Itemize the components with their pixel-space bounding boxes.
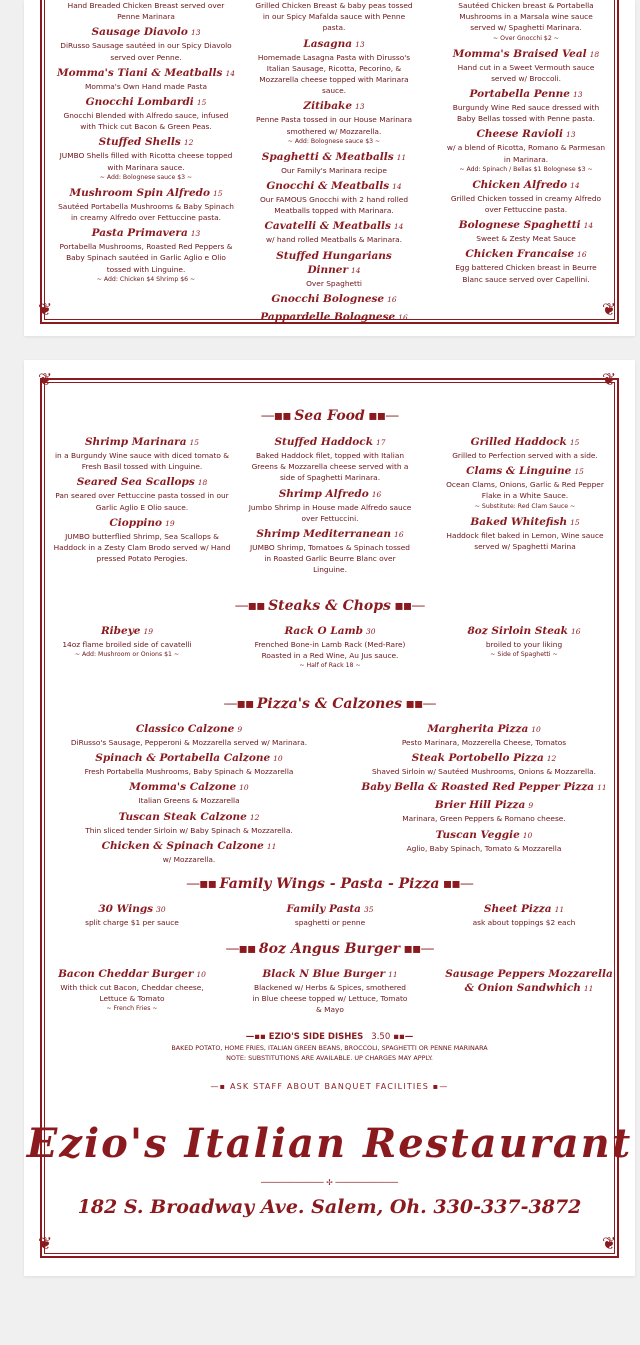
- menu-item-name: [354, 722, 614, 737]
- menu-item: [254, 310, 414, 325]
- menu-item: [354, 828, 614, 854]
- menu-column-middle: [254, 0, 414, 325]
- menu-item-price: 10: [273, 754, 283, 764]
- menu-item-description: Hand Breaded Chicken Breast served over Penne Marinara: [67, 1, 225, 22]
- menu-item-description: Jumbo Shrimp in House made Alfredo sauce over Fettuccini.: [248, 502, 412, 523]
- fleur-ornament-icon: ❦: [38, 1234, 53, 1254]
- menu-item-price: 18: [197, 478, 208, 488]
- menu-item-price: 12: [183, 138, 194, 148]
- steaks-column-middle: [250, 621, 410, 671]
- menu-item-name: [446, 178, 606, 193]
- sides-list: BAKED POTATO, HOME FRIES, ITALIAN GREEN BEANS, BROCCOLI, SPAGHETTI OR PENNE MARINARA: [171, 1044, 488, 1052]
- menu-item-title: Portabella Penne: [469, 88, 570, 101]
- menu-item-title: Mushroom Spin Alfredo: [69, 186, 210, 199]
- menu-item-name: [248, 487, 412, 502]
- menu-item: [354, 798, 614, 824]
- menu-item: [56, 186, 236, 223]
- burgers-column-right: [444, 964, 614, 996]
- menu-item: [56, 66, 236, 92]
- menu-item: [52, 902, 212, 928]
- menu-item-price: 11: [554, 905, 565, 914]
- menu-item-addon: ~ Add: Spinach / Bellas $1 Bolognese $3 ~: [459, 165, 593, 173]
- menu-item-name: [354, 828, 614, 843]
- menu-item-price: 13: [355, 39, 365, 49]
- menu-item-price: 14: [570, 180, 580, 190]
- menu-item-price: 13: [190, 229, 201, 239]
- menu-item-description: Sautéed Portabella Mushrooms & Baby Spinach in creamy Alfredo over Fettuccine pasta.: [58, 201, 234, 223]
- menu-item-name: [250, 902, 410, 917]
- menu-item-name: [254, 179, 414, 194]
- menu-item-price: 16: [394, 530, 404, 540]
- menu-item-name: [54, 780, 324, 795]
- menu-item-title: Sausage Diavolo: [91, 26, 188, 39]
- menu-item-description: Frenched Bone-in Lamb Rack (Med-Rare) Roasted in a Red Wine, Au Jus sauce.: [254, 640, 406, 661]
- menu-item-description: Baked Haddock filet, topped with Italian Greens & Mozzarella cheese served with a side of Spaghetti Marinara.: [251, 451, 409, 483]
- menu-item-price: 12: [546, 754, 557, 764]
- menu-item-description: Aglio, Baby Spinach, Tomato & Mozzarella: [406, 843, 562, 853]
- menu-item: [52, 475, 232, 512]
- pizzas-column-right: [354, 719, 614, 854]
- menu-item-addon: ~ Half of Rack 18 ~: [299, 662, 361, 670]
- menu-item-name: [354, 798, 614, 813]
- menu-item-price: 16: [387, 294, 397, 304]
- menu-item-price: 11: [388, 970, 398, 979]
- menu-item-price: 30: [366, 627, 376, 636]
- menu-item-name: [446, 127, 606, 142]
- menu-item: [446, 47, 606, 84]
- seafood-column-left: [52, 432, 232, 564]
- menu-item: [444, 902, 604, 928]
- seafood-column-right: [440, 432, 610, 552]
- menu-item-title: Gnocchi Bolognese: [271, 292, 385, 305]
- menu-item-description: Shaved Sirloin w/ Sautéed Mushrooms, Onions & Mozzarella.: [371, 767, 597, 777]
- menu-item-description: w/ Mozzarella.: [162, 854, 216, 864]
- section-title-burgers: —▪▪ 8oz Angus Burger ▪▪—: [225, 941, 434, 957]
- menu-item-name: [454, 624, 594, 639]
- menu-item-name: [446, 87, 606, 102]
- menu-item-price: 17: [375, 438, 386, 447]
- menu-item-price: 11: [266, 841, 277, 851]
- menu-item-description: broiled to your liking: [485, 640, 563, 649]
- menu-item-title: Ribeye: [100, 625, 141, 637]
- menu-item-title: Tuscan Veggie: [435, 828, 520, 841]
- menu-item: [54, 780, 324, 806]
- menu-item-description: Italian Greens & Mozzarella: [138, 796, 240, 806]
- menu-item-price: 15: [574, 467, 584, 477]
- menu-item-description: ask about toppings $2 each: [472, 918, 576, 927]
- menu-item-description: Pesto Marinara, Mozzerella Cheese, Tomatos: [401, 738, 567, 747]
- section-title-seafood: —▪▪ Sea Food ▪▪—: [260, 408, 399, 424]
- menu-item-addon: ~ Add: Mushroom or Onions $1 ~: [74, 651, 180, 659]
- menu-item-price: 11: [396, 152, 407, 162]
- menu-item-title: Steak Portobello Pizza: [411, 752, 544, 765]
- menu-item-description: Portabella Mushrooms, Roasted Red Peppers & Baby Spinach sautéed in Garlic Aglio e Olio tossed with Linguine.: [59, 242, 233, 274]
- fleur-ornament-icon: ❦: [38, 300, 53, 320]
- menu-item: [54, 751, 324, 777]
- menu-item-title: Chicken & Spinach Calzone: [101, 839, 264, 852]
- menu-item-name: [440, 464, 610, 479]
- family-column-middle: [250, 899, 410, 928]
- menu-item-description: Momma's Own Hand made Pasta: [84, 81, 207, 91]
- menu-item-description: JUMBO butterflied Shrimp, Sea Scallops & Haddock in a Zesty Clam Brodo served w/ Hand pressed Potato Perogies.: [53, 531, 231, 564]
- menu-item-title: Sheet Pizza: [483, 903, 552, 915]
- logo-divider: ───────────── ✢ ─────────────: [260, 1178, 398, 1187]
- menu-item-price: 16: [398, 312, 408, 322]
- menu-page-bottom: [24, 360, 635, 1276]
- menu-item-title: Lasagna: [303, 37, 353, 50]
- menu-item-name: [248, 435, 412, 450]
- menu-item-price: 10: [196, 970, 206, 979]
- menu-item: [248, 435, 412, 484]
- menu-item-title: Shrimp Marinara: [84, 436, 187, 448]
- menu-item: [52, 967, 212, 1014]
- menu-item: [248, 487, 412, 524]
- menu-item-title: Gnocchi Lombardi: [85, 96, 194, 109]
- fleur-ornament-icon: ❦: [38, 370, 53, 390]
- menu-item-description: Homemade Lasagna Pasta with Dirusso's Italian Sausage, Ricotta, Pecorino, & Mozzarella cheese topped with Marinara sauce.: [257, 52, 411, 96]
- menu-item-title: Shrimp Mediterranean: [256, 528, 392, 541]
- menu-item-description: Our FAMOUS Gnocchi with 2 hand rolled Meatballs topped with Marinara.: [259, 195, 409, 216]
- menu-item-description: in a Burgundy Wine sauce with diced tomato & Fresh Basil tossed with Linguine.: [54, 451, 229, 472]
- menu-item-name: [52, 967, 212, 982]
- menu-item: [254, 0, 414, 34]
- menu-item-description: Sautéed Chicken breast & Portabella Mushrooms in a Marsala wine sauce served w/ Spaghetti Marinara.: [458, 1, 594, 33]
- menu-item-price: 19: [165, 518, 175, 528]
- menu-item-description: DiRusso's Sausage, Pepperoni & Mozzarella served w/ Marinara.: [70, 738, 308, 747]
- menu-item: [446, 178, 606, 215]
- menu-item-title: Momma's Calzone: [129, 781, 237, 794]
- menu-item-price: 14: [392, 182, 402, 192]
- menu-item-description: Grilled Chicken tossed in creamy Alfredo over Fettuccine pasta.: [450, 193, 602, 215]
- menu-column-right: [446, 0, 606, 285]
- menu-item-name: [52, 475, 232, 490]
- menu-item-title: Bolognese Spaghetti: [458, 219, 581, 232]
- menu-item-description: Hand cut in a Sweet Vermouth sauce served w/ Broccoli.: [457, 62, 595, 83]
- menu-item-description: Marinara, Green Peppers & Romano cheese.: [402, 814, 566, 824]
- menu-item: [254, 150, 414, 176]
- menu-item: [56, 226, 236, 285]
- menu-item-price: 15: [196, 98, 207, 108]
- menu-item-description: split charge $1 per sauce: [85, 918, 179, 927]
- menu-item-description: Burgundy Wine Red sauce dressed with Baby Bellas tossed with Penne pasta.: [452, 103, 600, 124]
- menu-item-description: DiRusso Sausage sautéed in our Spicy Diavolo served over Penne.: [60, 41, 232, 62]
- menu-item-title: Chicken Alfredo: [472, 178, 568, 191]
- menu-item-price: 13: [572, 90, 583, 100]
- menu-item-title: Cavatelli & Meatballs: [264, 220, 391, 233]
- menu-item-price: 15: [189, 438, 200, 447]
- menu-item-price: 35: [363, 905, 374, 914]
- menu-item-title: Classico Calzone: [135, 723, 235, 735]
- burgers-column-middle: [250, 964, 410, 1016]
- menu-item-price: 9: [528, 801, 534, 811]
- menu-item-title: Pappardelle Bolognese: [260, 310, 396, 323]
- fleur-ornament-icon: ❦: [602, 370, 617, 390]
- menu-item: [440, 435, 610, 461]
- menu-item-title: Seared Sea Scallops: [76, 476, 195, 489]
- menu-item-name: [52, 902, 212, 917]
- menu-item-description: Sweet & Zesty Meat Sauce: [476, 234, 576, 244]
- menu-item: [248, 527, 412, 576]
- menu-item-description: spaghetti or penne: [294, 918, 366, 927]
- menu-item-name: [444, 902, 604, 917]
- menu-item-addon: ~ French Fries ~: [106, 1005, 158, 1013]
- menu-item-name: [446, 218, 606, 233]
- menu-item: [250, 902, 410, 928]
- menu-item: [454, 624, 594, 660]
- menu-item-price: 10: [522, 830, 533, 840]
- menu-item: [56, 95, 236, 132]
- menu-item-title: Sausage Peppers Mozzarella & Onion Sandwhich: [445, 968, 613, 994]
- section-title-family: —▪▪ Family Wings - Pasta - Pizza ▪▪—: [186, 876, 473, 892]
- menu-column-left: [56, 0, 236, 285]
- sides-note: NOTE: SUBSTITUTIONS ARE AVAILABLE. UP CHARGES MAY APPLY.: [226, 1054, 433, 1062]
- menu-item-addon: ~ Add: Chicken $4 Shrimp $6 ~: [96, 275, 196, 283]
- menu-item-name: [52, 516, 232, 531]
- menu-item-name: [254, 150, 414, 165]
- menu-item-name: [254, 99, 414, 114]
- menu-item-price: 13: [355, 102, 365, 112]
- menu-item-name: [440, 435, 610, 450]
- menu-item: [440, 464, 610, 511]
- section-title-pizzas: —▪▪ Pizza's & Calzones ▪▪—: [223, 696, 436, 712]
- menu-item-title: Gnocchi & Meatballs: [266, 180, 390, 193]
- menu-item-title: Baked Whitefish: [470, 515, 568, 528]
- menu-item-price: 14: [583, 221, 594, 231]
- menu-item-title: Chicken Francaise: [465, 248, 575, 261]
- menu-item-title: Zitibake: [303, 100, 353, 113]
- section-title-steaks: —▪▪ Steaks & Chops ▪▪—: [234, 598, 425, 614]
- menu-item-title: Margherita Pizza: [427, 723, 529, 735]
- menu-item-price: 15: [569, 438, 580, 447]
- menu-item-price: 14: [351, 265, 361, 275]
- menu-item: [254, 292, 414, 307]
- menu-item-name: [250, 624, 410, 639]
- menu-item: [254, 249, 414, 289]
- menu-item-title: Stuffed Haddock: [274, 436, 373, 448]
- menu-item-title: Tuscan Steak Calzone: [118, 810, 247, 823]
- menu-item: [446, 218, 606, 244]
- menu-item-price: 30: [156, 905, 166, 914]
- steaks-column-right: [454, 621, 594, 660]
- menu-item-price: 18: [589, 49, 600, 59]
- menu-item: [56, 25, 236, 62]
- menu-item-description: Ocean Clams, Onions, Garlic & Red Pepper Flake in a White Sauce.: [446, 480, 604, 501]
- menu-item-name: [52, 435, 232, 450]
- menu-item-title: Brier Hill Pizza: [434, 799, 526, 812]
- menu-item-title: Momma's Tiani & Meatballs: [57, 66, 223, 79]
- menu-item-description: 14oz flame broiled side of cavatelli: [62, 640, 192, 649]
- menu-item-description: Fresh Portabella Mushrooms, Baby Spinach & Mozzarella: [84, 767, 294, 777]
- menu-item-title: Cheese Ravioli: [476, 128, 563, 141]
- menu-item-name: [52, 624, 202, 639]
- menu-item-price: 10: [239, 783, 249, 793]
- menu-item-name: [444, 967, 614, 996]
- menu-item-description: Our Family's Marinara recipe: [281, 165, 387, 175]
- menu-item-description: Penne Pasta tossed in our House Marinara smothered w/ Mozzarella.: [256, 115, 412, 136]
- menu-item-price: 19: [143, 627, 154, 636]
- menu-item-name: [254, 219, 414, 234]
- menu-item-name: [56, 226, 236, 241]
- menu-item-addon: ~ Over Gnocchi $2 ~: [493, 34, 559, 42]
- menu-item: [54, 810, 324, 836]
- menu-item: [444, 967, 614, 996]
- restaurant-logo: Ezio's Italian Restaurant: [26, 1120, 633, 1167]
- menu-item-description: With thick cut Bacon, Cheddar cheese, Lettuce & Tomato: [60, 983, 204, 1004]
- menu-item-price: 11: [597, 783, 607, 793]
- menu-item: [56, 135, 236, 182]
- menu-item-addon: ~ Add: Bolognese sauce $3 ~: [287, 137, 381, 145]
- menu-item: [354, 751, 614, 777]
- restaurant-address: 182 S. Broadway Ave. Salem, Oh. 330-337-3872: [77, 1196, 582, 1218]
- menu-item-title: Spaghetti & Meatballs: [261, 150, 394, 163]
- menu-item-price: 9: [237, 725, 243, 734]
- menu-item-name: [354, 780, 614, 795]
- menu-item-title: Grilled Haddock: [470, 436, 567, 448]
- menu-item-description: JUMBO Shells filled with Ricotta cheese topped with Marinara sauce.: [59, 151, 233, 172]
- menu-item: [54, 839, 324, 865]
- menu-item-description: Grilled Chicken Breast & baby peas tossed in our Spicy Mafalda sauce with Penne pasta.: [255, 1, 413, 33]
- menu-item-price: 13: [190, 28, 201, 38]
- menu-item-name: [250, 967, 410, 982]
- menu-item-addon: ~ Add: Bolognese sauce $3 ~: [99, 173, 193, 181]
- menu-item: [354, 780, 614, 795]
- menu-item: [446, 247, 606, 284]
- menu-item-name: [56, 95, 236, 110]
- seafood-column-middle: [248, 432, 412, 576]
- menu-item-title: Momma's Braised Veal: [452, 47, 587, 60]
- menu-item-name: [56, 186, 236, 201]
- sides-title: —▪▪ EZIO'S SIDE DISHES 3.50 ▪▪—: [245, 1032, 414, 1042]
- menu-item-title: Rack O Lamb: [284, 625, 363, 637]
- menu-item-price: 14: [225, 68, 235, 78]
- menu-item-title: Family Pasta: [286, 903, 361, 915]
- menu-item-title: Black N Blue Burger: [262, 968, 386, 980]
- menu-item-price: 15: [570, 517, 580, 527]
- menu-item-name: [446, 247, 606, 262]
- menu-item-description: Egg battered Chicken breast in Beurre Blanc sauce served over Capellini.: [455, 263, 597, 284]
- menu-item-name: [54, 810, 324, 825]
- menu-item: [254, 37, 414, 97]
- menu-item: [250, 967, 410, 1016]
- menu-item: [56, 0, 236, 22]
- pizzas-column-left: [54, 719, 324, 865]
- menu-item-description: Pan seared over Fettuccine pasta tossed in our Garlic Aglio E Olio sauce.: [55, 491, 229, 512]
- menu-item: [54, 722, 324, 748]
- menu-item-price: 12: [249, 812, 260, 822]
- menu-item-title: Baby Bella & Roasted Red Pepper Pizza: [361, 781, 595, 794]
- menu-item-name: [54, 722, 324, 737]
- menu-item-title: 8oz Sirloin Steak: [467, 625, 568, 637]
- menu-item-title: Pasta Primavera: [91, 227, 188, 240]
- menu-item-title: Stuffed Shells: [98, 136, 181, 149]
- menu-item: [52, 516, 232, 565]
- menu-item-description: Blackened w/ Herbs & Spices, smothered in Blue cheese topped w/ Lettuce, Tomato & Mayo: [252, 983, 408, 1015]
- menu-item: [254, 219, 414, 245]
- menu-item-description: JUMBO Shrimp, Tomatoes & Spinach tossed in Roasted Garlic Beurre Blanc over Linguine.: [249, 543, 411, 575]
- menu-item: [446, 0, 606, 44]
- burgers-column-left: [52, 964, 212, 1014]
- menu-item-price: 16: [371, 489, 382, 499]
- menu-item-price: 13: [565, 130, 576, 140]
- menu-item-title: Spinach & Portabella Calzone: [95, 752, 271, 765]
- menu-item-title: Bacon Cheddar Burger: [58, 968, 194, 980]
- menu-item-price: 11: [583, 984, 594, 993]
- menu-item: [254, 99, 414, 146]
- menu-item-name: [254, 37, 414, 52]
- menu-item: [446, 127, 606, 174]
- menu-item-name: [56, 135, 236, 150]
- menu-item-price: 16: [577, 250, 587, 260]
- menu-item-name: [248, 527, 412, 542]
- menu-item-name: [254, 310, 414, 325]
- menu-item-price: 15: [212, 188, 223, 198]
- menu-item-name: [54, 839, 324, 854]
- family-column-right: [444, 899, 604, 928]
- menu-item-title: Stuffed Hungarians Dinner: [276, 249, 392, 276]
- menu-item-name: [54, 751, 324, 766]
- menu-item: [354, 722, 614, 748]
- menu-item: [440, 515, 610, 552]
- menu-item-description: w/ hand rolled Meatballs & Marinara.: [265, 235, 403, 245]
- menu-item-title: Clams & Linguine: [466, 465, 572, 478]
- banquet-note: —▪ ASK STAFF ABOUT BANQUET FACILITIES ▪—: [210, 1082, 449, 1091]
- menu-item-description: Haddock filet baked in Lemon, Wine sauce served w/ Spaghetti Marina: [446, 530, 604, 551]
- menu-item-name: [56, 25, 236, 40]
- menu-item: [52, 435, 232, 472]
- menu-item-title: 30 Wings: [98, 903, 154, 915]
- menu-item-name: [354, 751, 614, 766]
- menu-item-name: [440, 515, 610, 530]
- menu-item-description: Gnocchi Blended with Alfredo sauce, infused with Thick cut Bacon & Green Peas.: [63, 111, 229, 132]
- steaks-column-left: [52, 621, 202, 660]
- menu-item-title: Shrimp Alfredo: [278, 487, 369, 500]
- menu-item-description: Grilled to Perfection served with a side.: [452, 451, 598, 460]
- menu-item-addon: ~ Substitute: Red Clam Sauce ~: [474, 502, 576, 510]
- menu-item-price: 16: [570, 627, 581, 636]
- menu-item-price: 14: [393, 222, 404, 232]
- family-column-left: [52, 899, 212, 928]
- menu-item-title: Cioppino: [109, 516, 163, 529]
- menu-item-name: [254, 292, 414, 307]
- menu-item-name: [254, 249, 414, 278]
- menu-item: [52, 624, 202, 660]
- menu-item-name: [446, 47, 606, 62]
- menu-item-description: Thin sliced tender Sirloin w/ Baby Spinach & Mozzarella.: [85, 825, 293, 835]
- fleur-ornament-icon: ❦: [602, 1234, 617, 1254]
- fleur-ornament-icon: ❦: [602, 300, 617, 320]
- menu-item-price: 10: [531, 725, 541, 734]
- menu-item: [250, 624, 410, 671]
- menu-item: [446, 87, 606, 124]
- menu-item-name: [56, 66, 236, 81]
- menu-item-description: Over Spaghetti: [306, 278, 362, 288]
- menu-page-top: [24, 0, 635, 336]
- menu-item-description: w/ a blend of Ricotta, Romano & Parmesan in Marinara.: [446, 143, 606, 164]
- menu-item: [254, 179, 414, 216]
- menu-item-addon: ~ Side of Spaghetti ~: [490, 651, 558, 659]
